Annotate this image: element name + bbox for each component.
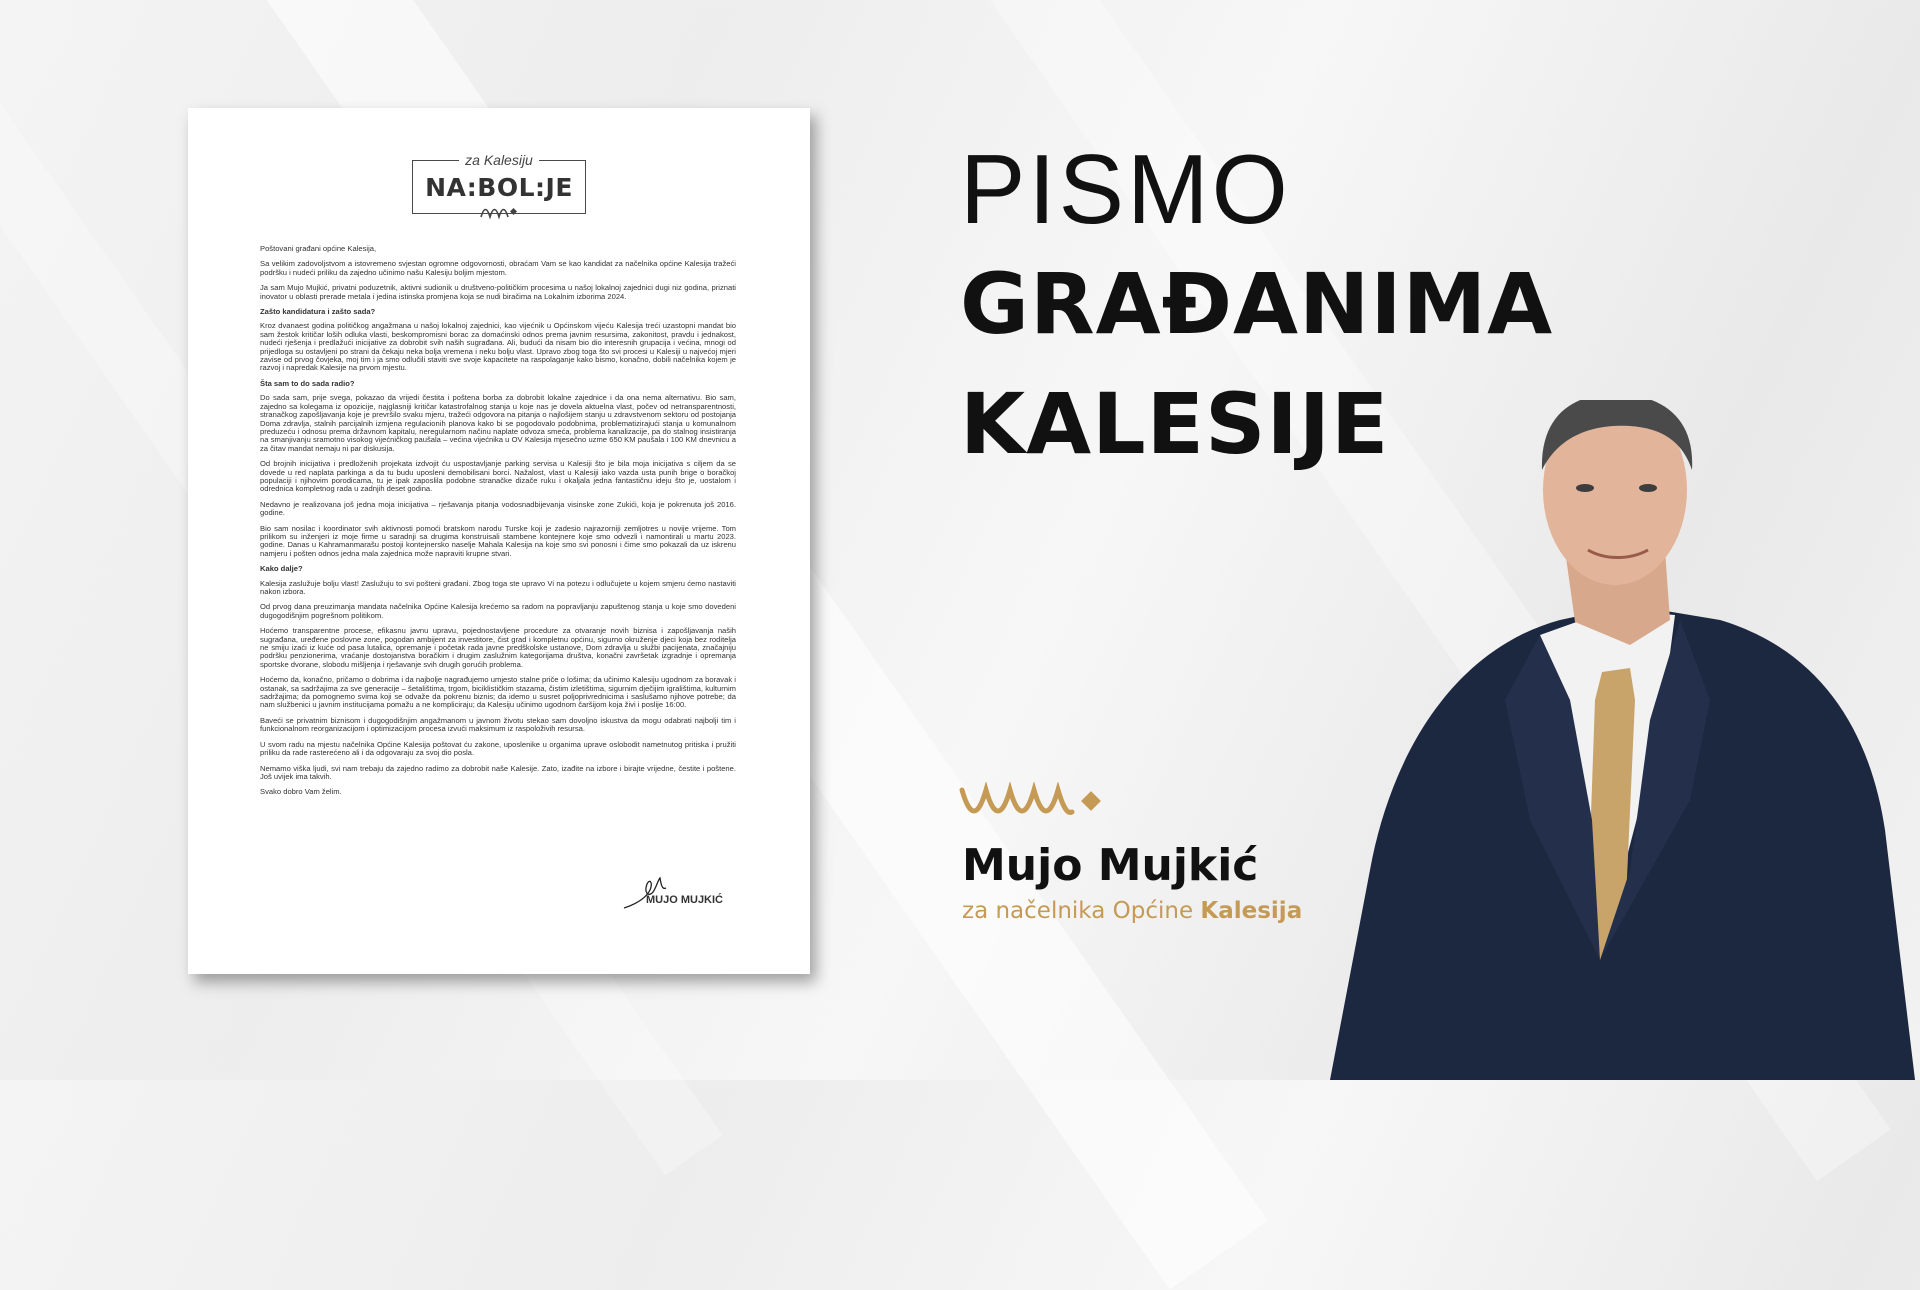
headline-line-3: KALESIJE [960,375,1390,473]
campaign-logo [412,152,586,214]
candidate-subtitle [962,898,1302,924]
letter-paragraph: Bio sam nosilac i koordinator svih aktivnosti pomoći bratskom narodu Turske koji je zadesio najrazorniji zemljotres u novije vrijeme. Tom prilikom su inženjeri iz moje firme u saradnji sa drugima konstruisali stambene kontejnere koje smo odvezli i namontirali u martu 2023. godine. Danas u Kahramanmarašu postoji kontejnersko naselje Mahala Kalesija na koje smo svi ponosni i čime smo pokazali da uz iskrenu namjeru i pošten odnos jedna mala zajednica može napraviti krupne stvari. [260,523,736,558]
letter-paragraph: Svako dobro Vam želim. [260,787,342,797]
brand-wave-icon [958,782,1108,822]
letter-paragraph: Od brojnih inicijativa i predloženih projekata izdvojit ću uspostavljanje parking servisa u Kalesiji što je bila moja inicijativa s ciljem da se dovede u red naplata parkinga a da tu budu uposleni demobilisani borci. Nažalost, vlast u Kalesiji iako vazda usta punih brige o boračkoj populaciji i njihovim porodicama, tu je ipak zaposlila podobne stranačke dizače ruku i okaljala jedna fantastičnu ideju što je, uostalom i odrednica kompletnog rada u zadnjih deset godina. [260,459,736,494]
letter-paragraph: Poštovani građani općine Kalesija, [260,244,377,253]
letter-paragraph: Nemamo viška ljudi, svi nam trebaju da zajedno radimo za dobrobit naše Kalesije. Zato, izađite na izbore i birajte vrijedne, čestite i poštene. Još uvijek ima takvih. [260,763,736,781]
candidate-subtitle-town: Kalesija [1200,898,1303,924]
signature-block [620,874,780,914]
letter-paragraph: Hoćemo da, konačno, pričamo o dobrima i da najbolje nagrađujemo umjesto stalne priče o lošima; da učinimo Kalesiju ugodnom za boravak i ostanak, sa sadržajima za sve generacije – šetalištima, trgom, biciklističkim stazama, čistim izletištima, sigurnim dječijim igralištima, kulturnim sadržajima; da pomognemo svima koji se odvaže da pokrenu biznis; da idemo u susret poljoprivrednicima i saslušamo njihove potrebe; da nam službenici u javnim institucijama pomažu a ne kompliciraju; da Kalesiju učinimo ugodnom čaršijom koja živi i poslije 16:00. [260,675,736,710]
letter-paragraph: Nedavno je realizovana još jedna moja inicijativa – rješavanja pitanja vodosnadbijevanja visinske zone Zukići, koja je pokrenuta još 2016. godine. [260,499,736,518]
letter-paragraph: Sa velikim zadovoljstvom a istovremeno svjestan ogromne odgovornosti, obraćam Vam se kao kandidat za načelnika općine Kalesija tražeći podršku i nudeći priliku da zajedno učinimo našu Kalesiju boljim mjestom. [260,259,736,277]
letter-paragraph: Ja sam Mujo Mujkić, privatni poduzetnik, aktivni sudionik u društveno-političkim procesima u našoj lokalnoj zajednici dugi niz godina, priznati inovator u oblasti prerade metala i jedina istinska promjena koja se nudi biračima na Lokalnim izborima 2024. [260,283,736,301]
letter-body [260,245,736,804]
candidate-subtitle-text: za načelnika Općine [962,898,1201,924]
letter-paragraph: Kalesija zaslužuje bolju vlast! Zaslužuju to svi pošteni građani. Zbog toga ste upravo Vi na potezu i odlučujete u kojem smjeru ćemo nastaviti nakon izbora. [260,578,736,596]
letter-paragraph: Do sada sam, prije svega, pokazao da vrijedi čestita i poštena borba za dobrobit lokalne zajednice i da ona nema alternativu. Bio sam, zajedno sa kolegama iz opozicije, najglasniji kritičar katastrofalnog stanja u koje nas je dovela aktuelna vlast, počev od netransparentnosti, stranačkog zapošljavanja koje je prevršilo svaku mjeru, tražeći odgovora na pitanja o najlošijem stanju u zdravstvenom sektoru od postojanja Doma zdravlja, stalnih parcijalnih izmjena regulacionih planova kako bi se pogodovalo podobnima, problematizirajući stanja u komunalnom preduzeću i odnosu prema državnom kapitalu, neregularnom načinu naplate odvoza smeća, problema kanalizacije, pa do stalnog insistiranja na smanjivanju sramotno visokog vijećničkog paušala – većina vijećnika u OV Kalesija mjesečno uzme 650 KM paušala i 100 KM dnevnicu a za čitav mandat nemaju ni par diskusija. [260,393,736,453]
letter-heading: Šta sam to do sada radio? [260,378,355,388]
letter-heading: Zašto kandidatura i zašto sada? [260,307,376,317]
letter-paragraph: Od prvog dana preuzimanja mandata načelnika Općine Kalesija krećemo sa radom na popravljanju zapuštenog stanja u koje smo dovedeni dugogodišnjim pogrešnom politikom. [260,602,736,620]
letter-paragraph: Hoćemo transparentne procese, efikasnu javnu upravu, pojednostavljene procedure za otvaranje novih biznisa i zapošljavanja naših sugrađana, uređene poslovne zone, pogodan ambijent za investitore, čist grad i kompletnu općinu, sigurno okruženje djeci koja bez roditelja ne smiju izaći iz kuće od pasa lutalica, opremanje i početak rada javne predškolske ustanove, Dom zdravlja u službi pacijenata, značajniju podršku penzionerima, vraćanje dostojanstva boračkim i drugim zaslužnim kategorijama društva, konačni završetak izgradnje i opremanja sportske dvorane, slobodu mišljenja i rješavanje svih drugih gorućih problema. [260,626,736,669]
headline-line-2: GRAĐANIMA [960,255,1554,353]
signature-name: MUJO MUJKIĆ [646,894,724,906]
headline-line-1: PISMO [960,134,1291,244]
logo-tagline: za Kalesiju [459,152,539,168]
letter-paragraph: Baveći se privatnim biznisom i dugogodišnjim angažmanom u javnom životu stekao sam dovoljno iskustva da mogu odabrati najbolji tim i funkcionalnom reorganizacijom i optimizacijom procesa izvući maksimum iz raspoloživih resursa. [260,715,736,734]
letter-paragraph: U svom radu na mjestu načelnika Općine Kalesija poštovat ću zakone, uposlenike u organima uprave oslobodit nametnutog pritiska i pružiti priliku da rade rasterećeno ali i da odgovaraju za svoj dio posla. [260,739,736,758]
logo-wave-icon [479,205,519,219]
candidate-name: Mujo Mujkić [962,840,1259,891]
candidate-portrait [1330,400,1920,1080]
letter-document [188,108,810,974]
logo-wordmark: NA:BOL:JE [425,173,573,202]
letter-heading: Kako dalje? [260,564,303,574]
letter-paragraph: Kroz dvanaest godina političkog angažmana u našoj lokalnoj zajednici, kao vijećnik u Općinskom vijeću Kalesija treći uzastopni mandat bio sam žestok kritičar loših odluka vlasti, beskompromisni borac za domaćinski odnos prema javnim resursima, zakonitost, pravdu i jednakost, nudeći rješenja i predlažući inicijative za dobrobit svih naših sugrađana. Ali, budući da nisam bio dio interesnih grupacija i većina, mnogi od prijedloga su ostavljeni po strani da čekaju neka bolja vremena i neku bolju vlast. Upravo zbog toga što svi procesi u Kalesiji u najvećoj mjeri zavise od prvog čovjeka, moj tim i ja smo odlučili staviti sve svoje kapacitete na raspolaganje kako bismo, konačno, dobili načelnika kojem je razvoj i napredak Kalesije na prvom mjestu. [260,321,736,373]
